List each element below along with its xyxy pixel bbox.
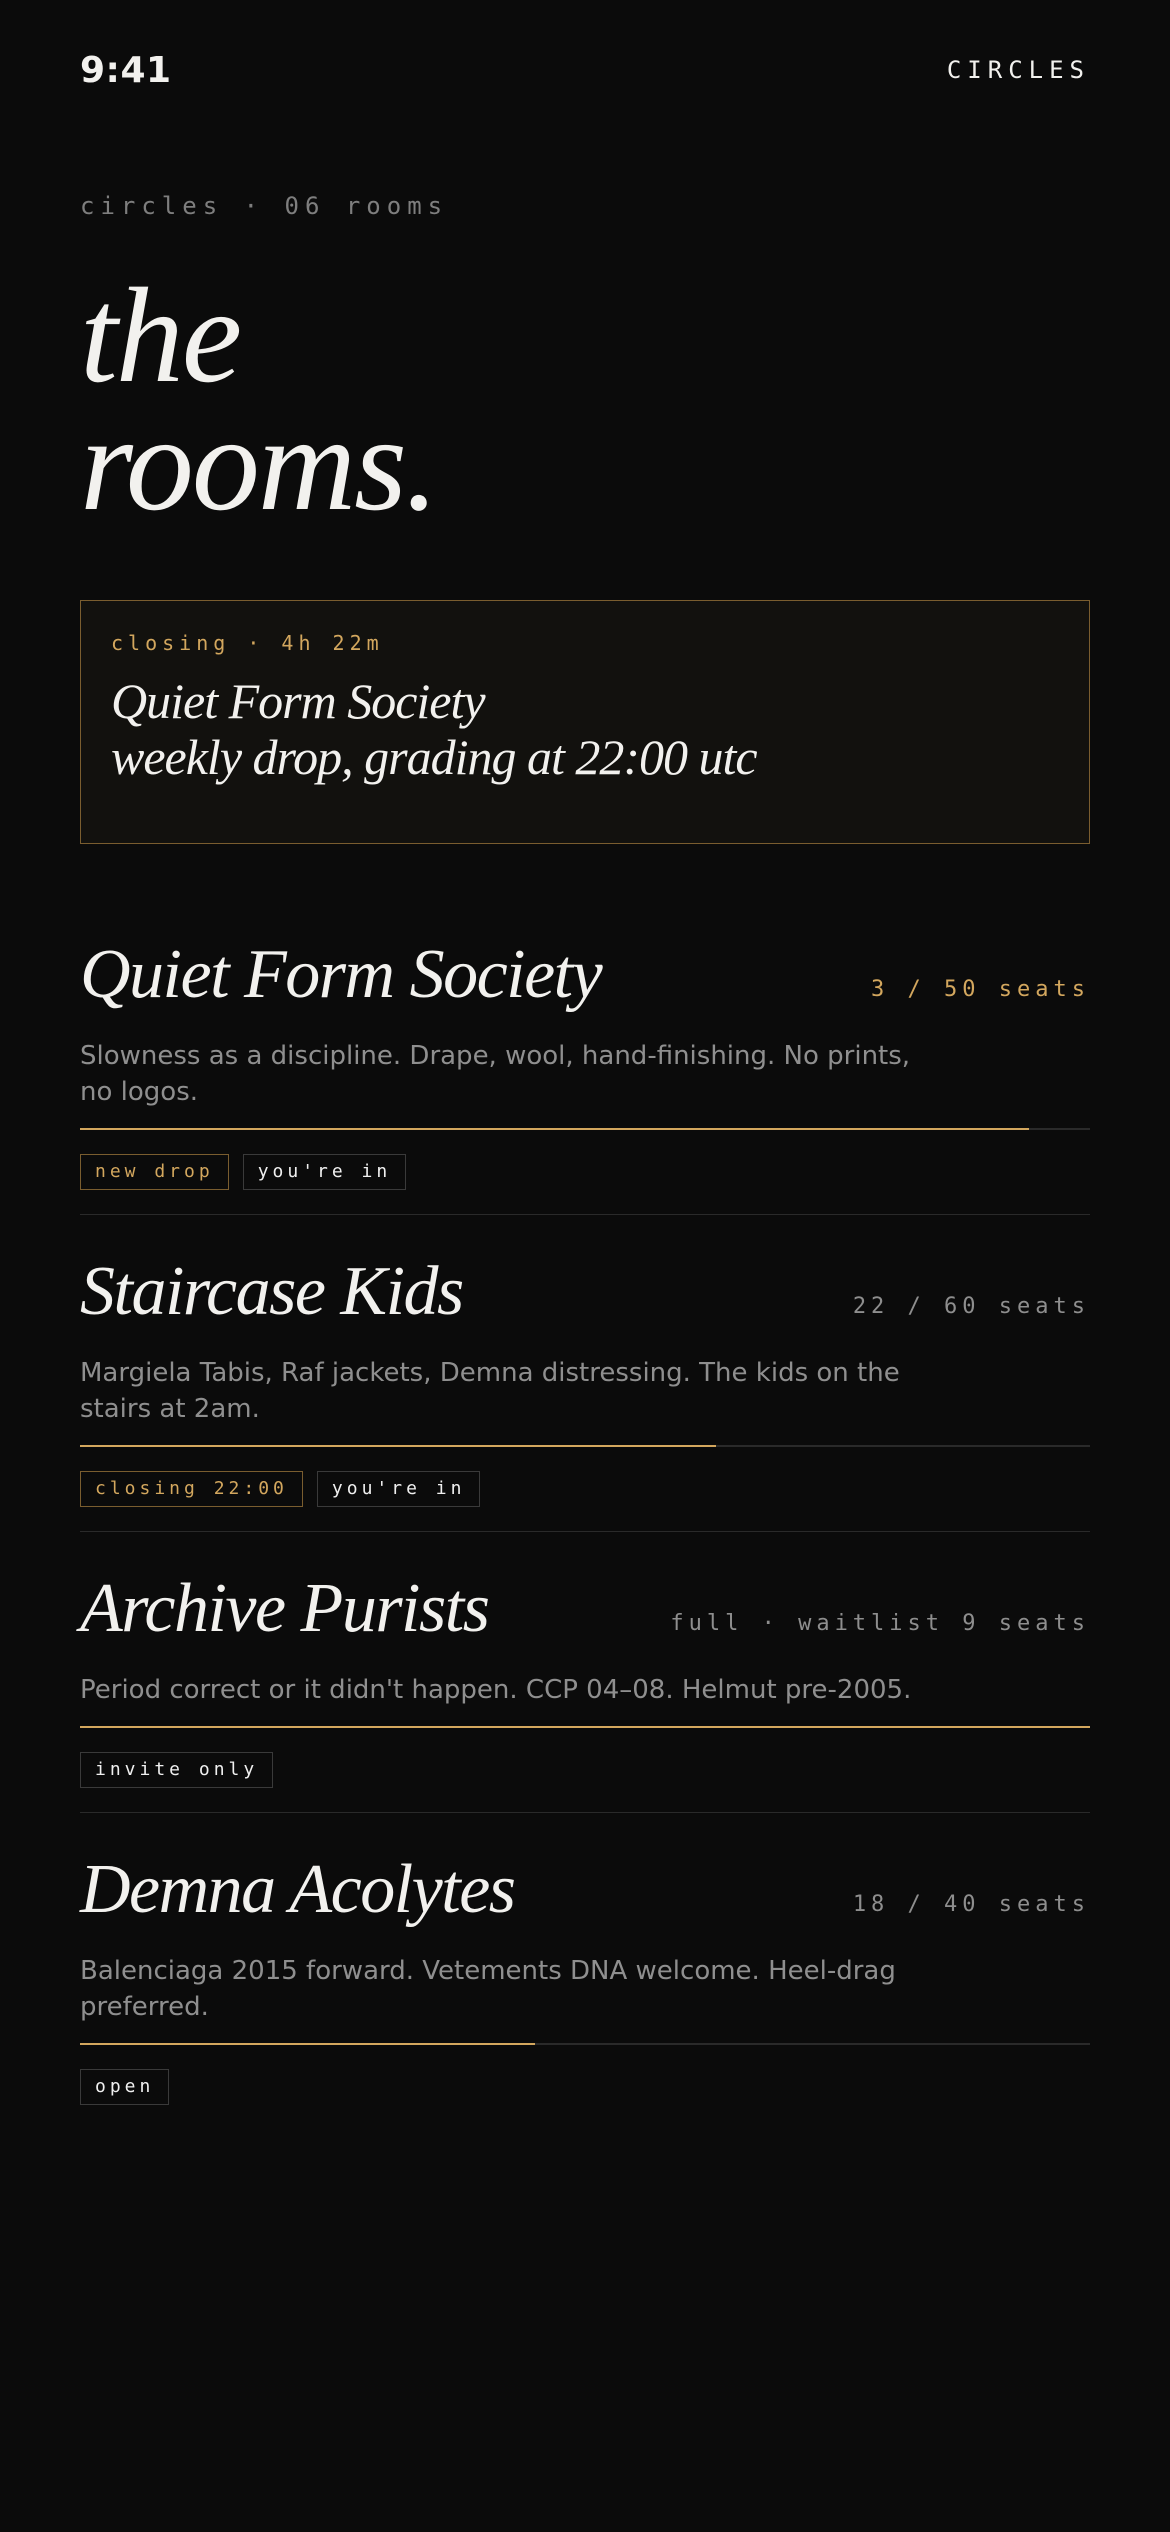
room-header — [80, 1839, 1090, 1927]
status-time: 9:41 — [80, 49, 172, 91]
closing-panel[interactable] — [80, 600, 1090, 844]
room-tags — [80, 2069, 1090, 2105]
room-card[interactable] — [80, 1839, 1090, 2129]
room-tag[interactable]: you're in — [317, 1471, 481, 1507]
page-title-line-2: rooms. — [80, 389, 438, 539]
brand-wordmark[interactable]: CIRCLES — [946, 56, 1090, 84]
room-tag[interactable]: closing 22:00 — [80, 1471, 303, 1507]
room-description: Balenciaga 2015 forward. Vetements DNA welcome. Heel-drag preferred. — [80, 1956, 896, 2022]
room-progress — [80, 1445, 1090, 1447]
status-bar — [80, 0, 1090, 140]
room-name: Quiet Form Society — [80, 936, 602, 1013]
room-description: Slowness as a discipline. Drape, wool, hand-finishing. No prints, no logos. — [80, 1041, 911, 1107]
rooms-list — [80, 924, 1090, 2129]
room-tags — [80, 1154, 1090, 1190]
room-progress-fill — [80, 1726, 1090, 1728]
closing-panel-eyebrow: closing · 4h 22m — [111, 631, 384, 655]
room-name: Demna Acolytes — [80, 1851, 515, 1928]
room-description: Margiela Tabis, Raf jackets, Demna distressing. The kids on the stairs at 2am. — [80, 1358, 900, 1424]
page-title-line-1: the — [80, 261, 241, 411]
room-tag[interactable]: you're in — [243, 1154, 407, 1190]
room-card[interactable] — [80, 1558, 1090, 1813]
room-progress-fill — [80, 2043, 535, 2045]
room-header — [80, 1241, 1090, 1329]
room-tags — [80, 1752, 1090, 1788]
room-tags — [80, 1471, 1090, 1507]
room-progress-fill — [80, 1445, 716, 1447]
room-name: Archive Purists — [80, 1570, 489, 1647]
room-tag[interactable]: new drop — [80, 1154, 229, 1190]
room-seats: 22 / 60 seats — [852, 1294, 1090, 1319]
room-header — [80, 924, 1090, 1012]
closing-panel-title-line-2: weekly drop, grading at 22:00 utc — [111, 729, 757, 785]
room-progress — [80, 1128, 1090, 1130]
room-description: Period correct or it didn't happen. CCP 04–08. Helmut pre-2005. — [80, 1675, 912, 1705]
room-progress-fill — [80, 1128, 1029, 1130]
room-tag[interactable]: open — [80, 2069, 169, 2105]
closing-panel-title-line-1: Quiet Form Society — [111, 673, 485, 729]
room-card[interactable] — [80, 1241, 1090, 1532]
room-seats: 18 / 40 seats — [852, 1892, 1090, 1917]
room-seats: full · waitlist 9 seats — [670, 1611, 1090, 1636]
room-seats: 3 / 50 seats — [871, 977, 1090, 1002]
room-name: Staircase Kids — [80, 1253, 463, 1330]
room-progress — [80, 2043, 1090, 2045]
page-title — [80, 261, 1090, 539]
section-eyebrow: circles · 06 rooms — [80, 192, 449, 220]
room-progress — [80, 1726, 1090, 1728]
room-header — [80, 1558, 1090, 1646]
room-tag[interactable]: invite only — [80, 1752, 273, 1788]
room-card[interactable] — [80, 924, 1090, 1215]
closing-panel-title — [111, 673, 1059, 785]
